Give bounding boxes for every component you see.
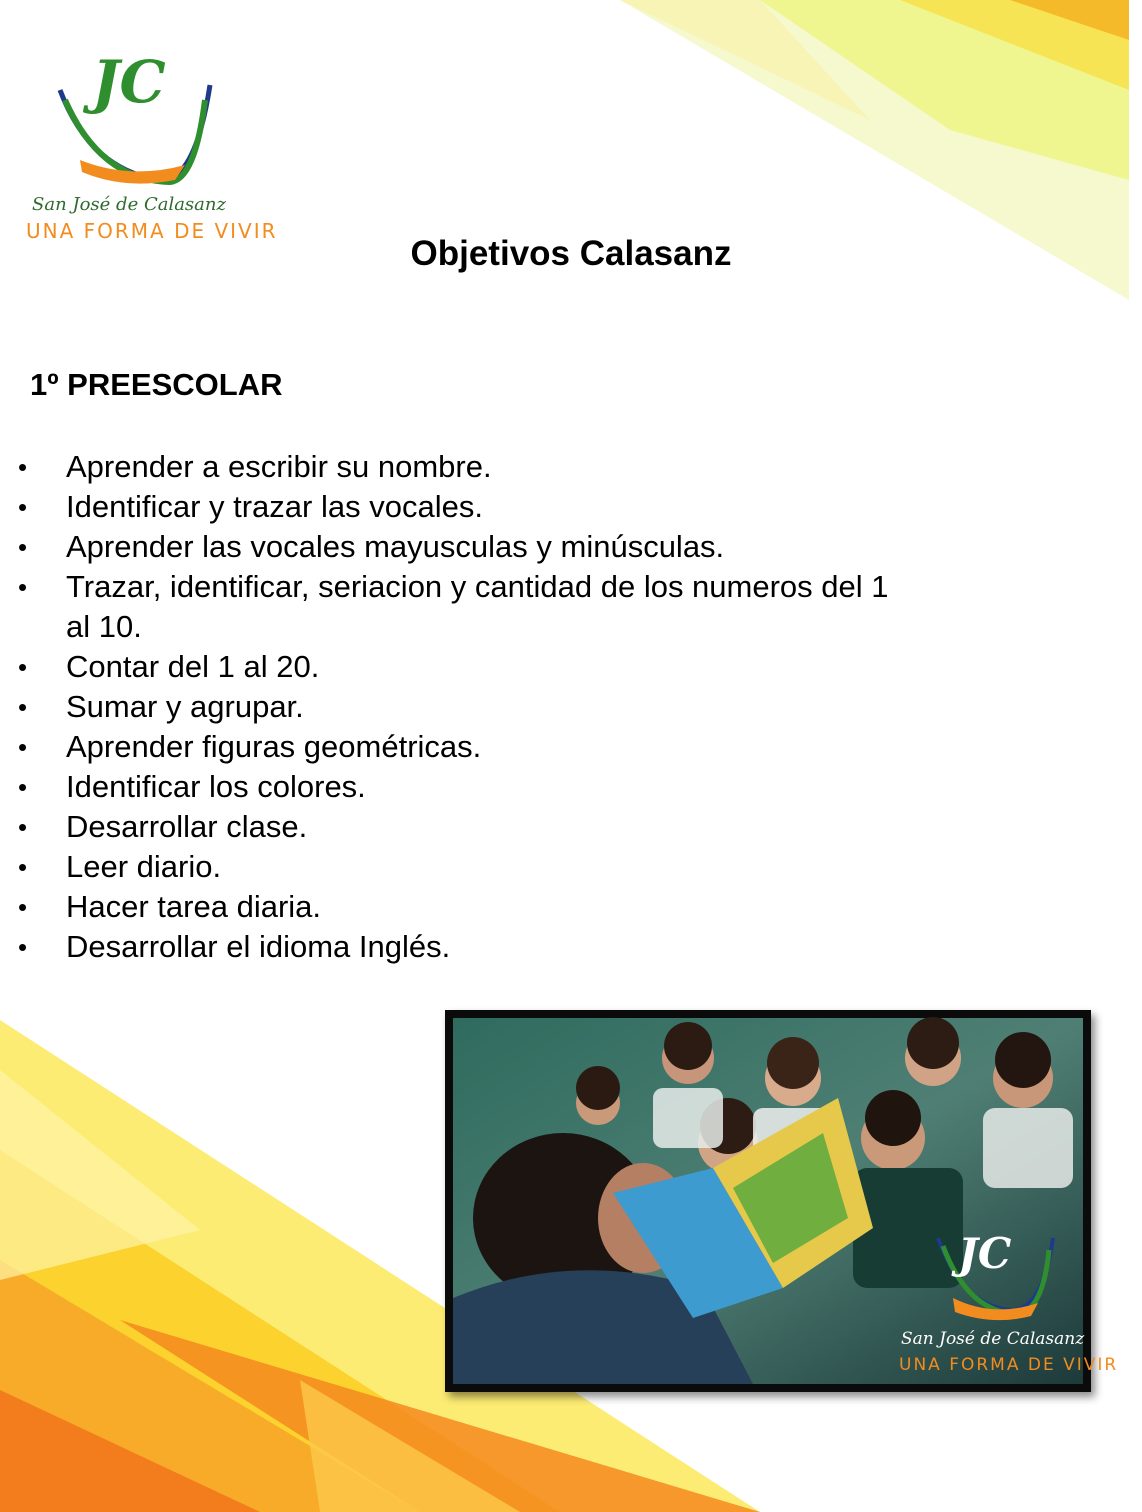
list-item: • Aprender las vocales mayusculas y minúsculas. — [18, 527, 898, 567]
classroom-reading-photo — [453, 1018, 1119, 1384]
list-item: • Desarrollar clase. — [18, 807, 898, 847]
objectives-list — [18, 447, 898, 967]
list-item: • Aprender a escribir su nombre. — [18, 447, 898, 487]
svg-text:UNA FORMA DE VIVIR: UNA FORMA DE VIVIR — [899, 1355, 1119, 1375]
school-logo — [20, 30, 278, 250]
list-item: • Hacer tarea diaria. — [18, 887, 898, 927]
svg-text:JC: JC — [92, 48, 166, 116]
list-item: • Aprender figuras geométricas. — [18, 727, 898, 767]
list-item: • Contar del 1 al 20. — [18, 647, 898, 687]
svg-text:UNA FORMA DE VIVIR: UNA FORMA DE VIVIR — [26, 219, 278, 243]
list-item: • Identificar los colores. — [18, 767, 898, 807]
list-item: • Trazar, identificar, seriacion y cantidad de los numeros del 1 al 10. — [18, 567, 898, 647]
list-item: • Sumar y agrupar. — [18, 687, 898, 727]
page-title: Objetivos Calasanz — [410, 234, 732, 273]
list-item: • Identificar y trazar las vocales. — [18, 487, 898, 527]
svg-text:JC: JC — [958, 1229, 1012, 1278]
classroom-photo-frame — [445, 1010, 1119, 1392]
section-heading: 1º PREESCOLAR — [30, 367, 283, 402]
list-item: • Leer diario. — [18, 847, 898, 887]
list-item: • Desarrollar el idioma Inglés. — [18, 927, 898, 967]
svg-text:San José de Calasanz: San José de Calasanz — [32, 194, 226, 215]
svg-text:San José de Calasanz: San José de Calasanz — [901, 1329, 1085, 1349]
